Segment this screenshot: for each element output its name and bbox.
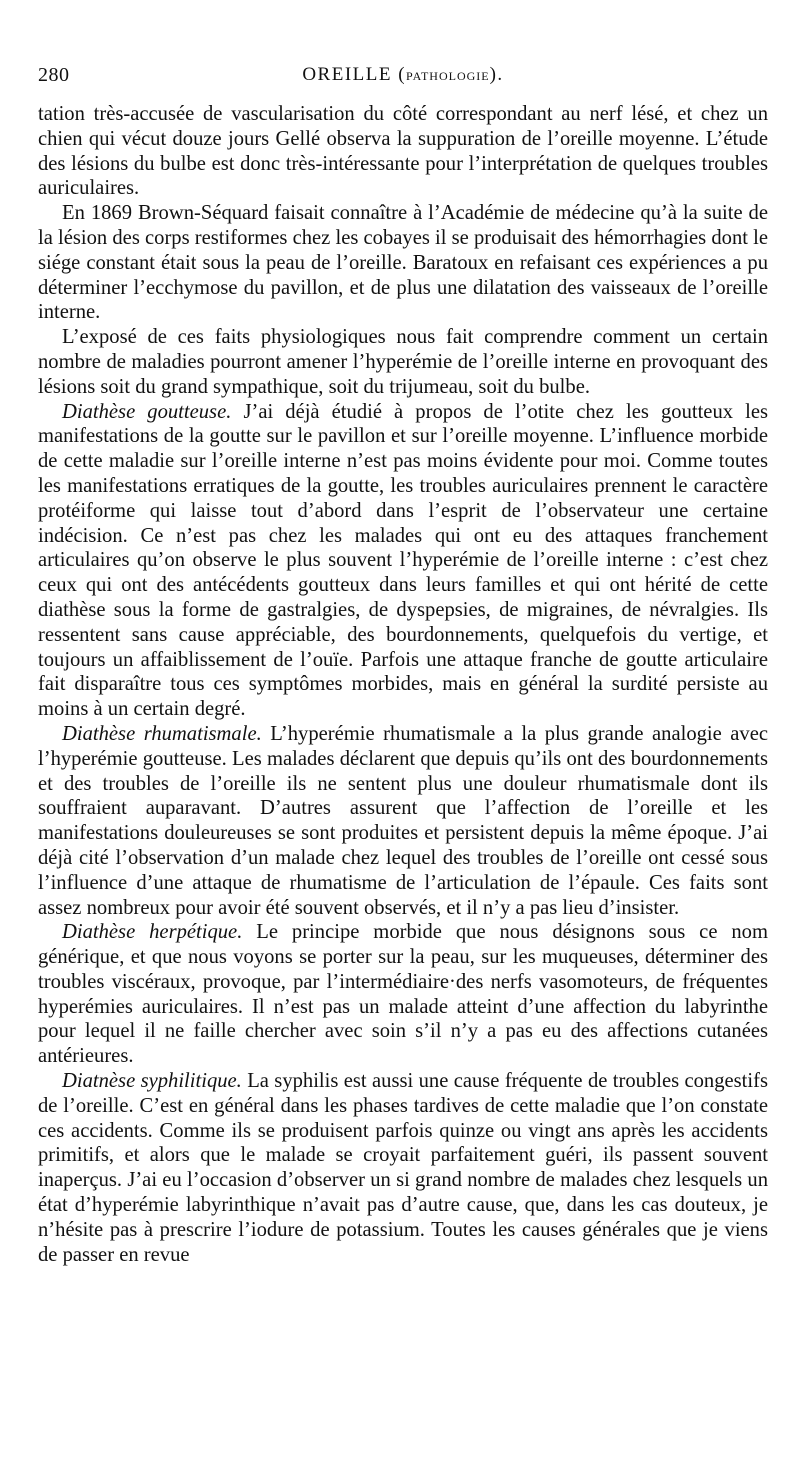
paragraph-diathese-syphilitique	[38, 1069, 768, 1267]
section-lead-heading: Diathèse goutteuse.	[62, 400, 232, 423]
page-header	[38, 58, 768, 92]
paragraph-physiological-facts	[38, 325, 768, 399]
paragraph-text: tation très-accusée de vascularisation du côté correspondant au nerf lésé, et chez un chien qui vécut douze jours Gellé observa la suppuration de l’oreille moyenne. L’étude des lésions du bulbe est donc très-intéressante pour l’interprétation de quelques troubles auriculaires.	[38, 103, 768, 200]
book-page	[38, 58, 768, 1267]
section-lead-heading: Diatnèse syphilitique.	[62, 1070, 242, 1093]
running-title-close: ).	[489, 64, 504, 85]
section-lead-heading: Diathèse rhumatismale.	[62, 722, 262, 745]
paragraph-continuation	[38, 102, 768, 201]
section-lead-heading: Diathèse herpétique.	[62, 921, 243, 944]
paragraph-text: J’ai déjà étudié à propos de l’otite chez les goutteux les manifestations de la goutte sur le pavillon et sur l’oreille moyenne. L’influence morbide de cette maladie sur l’oreille interne n’est pas moins évidente pour moi. Comme toutes les manifestations erratiques de la goutte, les troubles auriculaires prennent le caractère protéiforme qui laisse tout d’abord dans l’esprit de l’observateur une certaine indécision. Ce n’est pas chez les malades qui ont eu des attaques franchement articulaires qu’on observe le plus souvent l’hyperémie de l’oreille interne : c’est chez ceux qui ont des antécédents goutteux dans leurs familles et qui ont hérité de cette diathèse sous la forme de gastralgies, de dyspepsies, de migraines, de névralgies. Ils ressentent sans cause appréciable, des bourdonnements, quelquefois du vertige, et toujours un affaiblissement de l’ouïe. Parfois une attaque franche de goutte articulaire fait disparaître tous ces symptômes morbides, mais en général la surdité persiste au moins à un certain degré.	[38, 400, 769, 721]
page-number: 280	[38, 64, 70, 86]
body-text	[38, 102, 768, 1267]
paragraph-diathese-herpetique	[38, 920, 768, 1069]
paragraph-text: L’hyperémie rhumatismale a la plus grande analogie avec l’hyperémie goutteuse. Les malades déclarent que depuis qu’ils ont des bourdonnements et des troubles de l’oreille ils ne sentent plus une douleur rhumatismale dont ils souffraient auparavant. D’autres assurent que l’affection de l’oreille et les manifestations douleureuses se sont produites et persistent depuis la même époque. J’ai déjà cité l’observation d’un malade chez lequel des troubles de l’oreille ont cessé sous l’influence d’une attaque de rhumatisme de l’articulation de l’épaule. Ces faits sont assez nombreux pour avoir été souvent observés, et il n’y a pas lieu d’insister.	[38, 722, 768, 919]
running-title	[38, 64, 768, 86]
paragraph-brown-sequard	[38, 201, 768, 325]
paragraph-diathese-rhumatismale	[38, 722, 768, 920]
paragraph-diathese-goutteuse	[38, 400, 768, 722]
paragraph-text: Le principe morbide que nous désignons sous ce nom générique, et que nous voyons se porter sur la peau, sur les muqueuses, déterminer des troubles viscéraux, provoque, par l’intermédiaire·des nerfs vasomoteurs, de fréquentes hyperémies auriculaires. Il n’est pas un malade atteint d’une affection du labyrinthe pour lequel il ne faille chercher avec soin s’il n’y a pas eu des affections cutanées antérieures.	[38, 921, 768, 1068]
paragraph-text: La syphilis est aussi une cause fréquente de troubles congestifs de l’oreille. C’est en général dans les phases tardives de cette maladie que l’on constate ces accidents. Comme ils se produisent parfois quinze ou vingt ans après les accidents primitifs, et alors que le malade se croyait parfaitement guéri, ils passent souvent inaperçus. J’ai eu l’occasion d’observer un si grand nombre de malades chez lesquels un état d’hyperémie labyrinthique n’avait pas d’autre cause, que, dans les cas douteux, je n’hésite pas à prescrire l’iodure de potassium. Toutes les causes générales que je viens de passer en revue	[38, 1070, 768, 1266]
running-title-main: OREILLE (	[302, 64, 407, 85]
paragraph-text: En 1869 Brown-Séquard faisait connaître à l’Académie de médecine qu’à la suite de la lésion des corps restiformes chez les cobayes il se produisait des hémorrhagies dont le siége constant était sous la peau de l’oreille. Baratoux en refaisant ces expériences a pu déterminer l’ecchymose du pavillon, et de plus une dilatation des vaisseaux de l’oreille interne.	[38, 202, 768, 324]
running-title-section: PATHOLOGIE	[406, 69, 490, 83]
paragraph-text: L’exposé de ces faits physiologiques nous fait comprendre comment un certain nombre de maladies pourront amener l’hyperémie de l’oreille interne en provoquant des lésions soit du grand sympathique, soit du trijumeau, soit du bulbe.	[38, 326, 768, 398]
